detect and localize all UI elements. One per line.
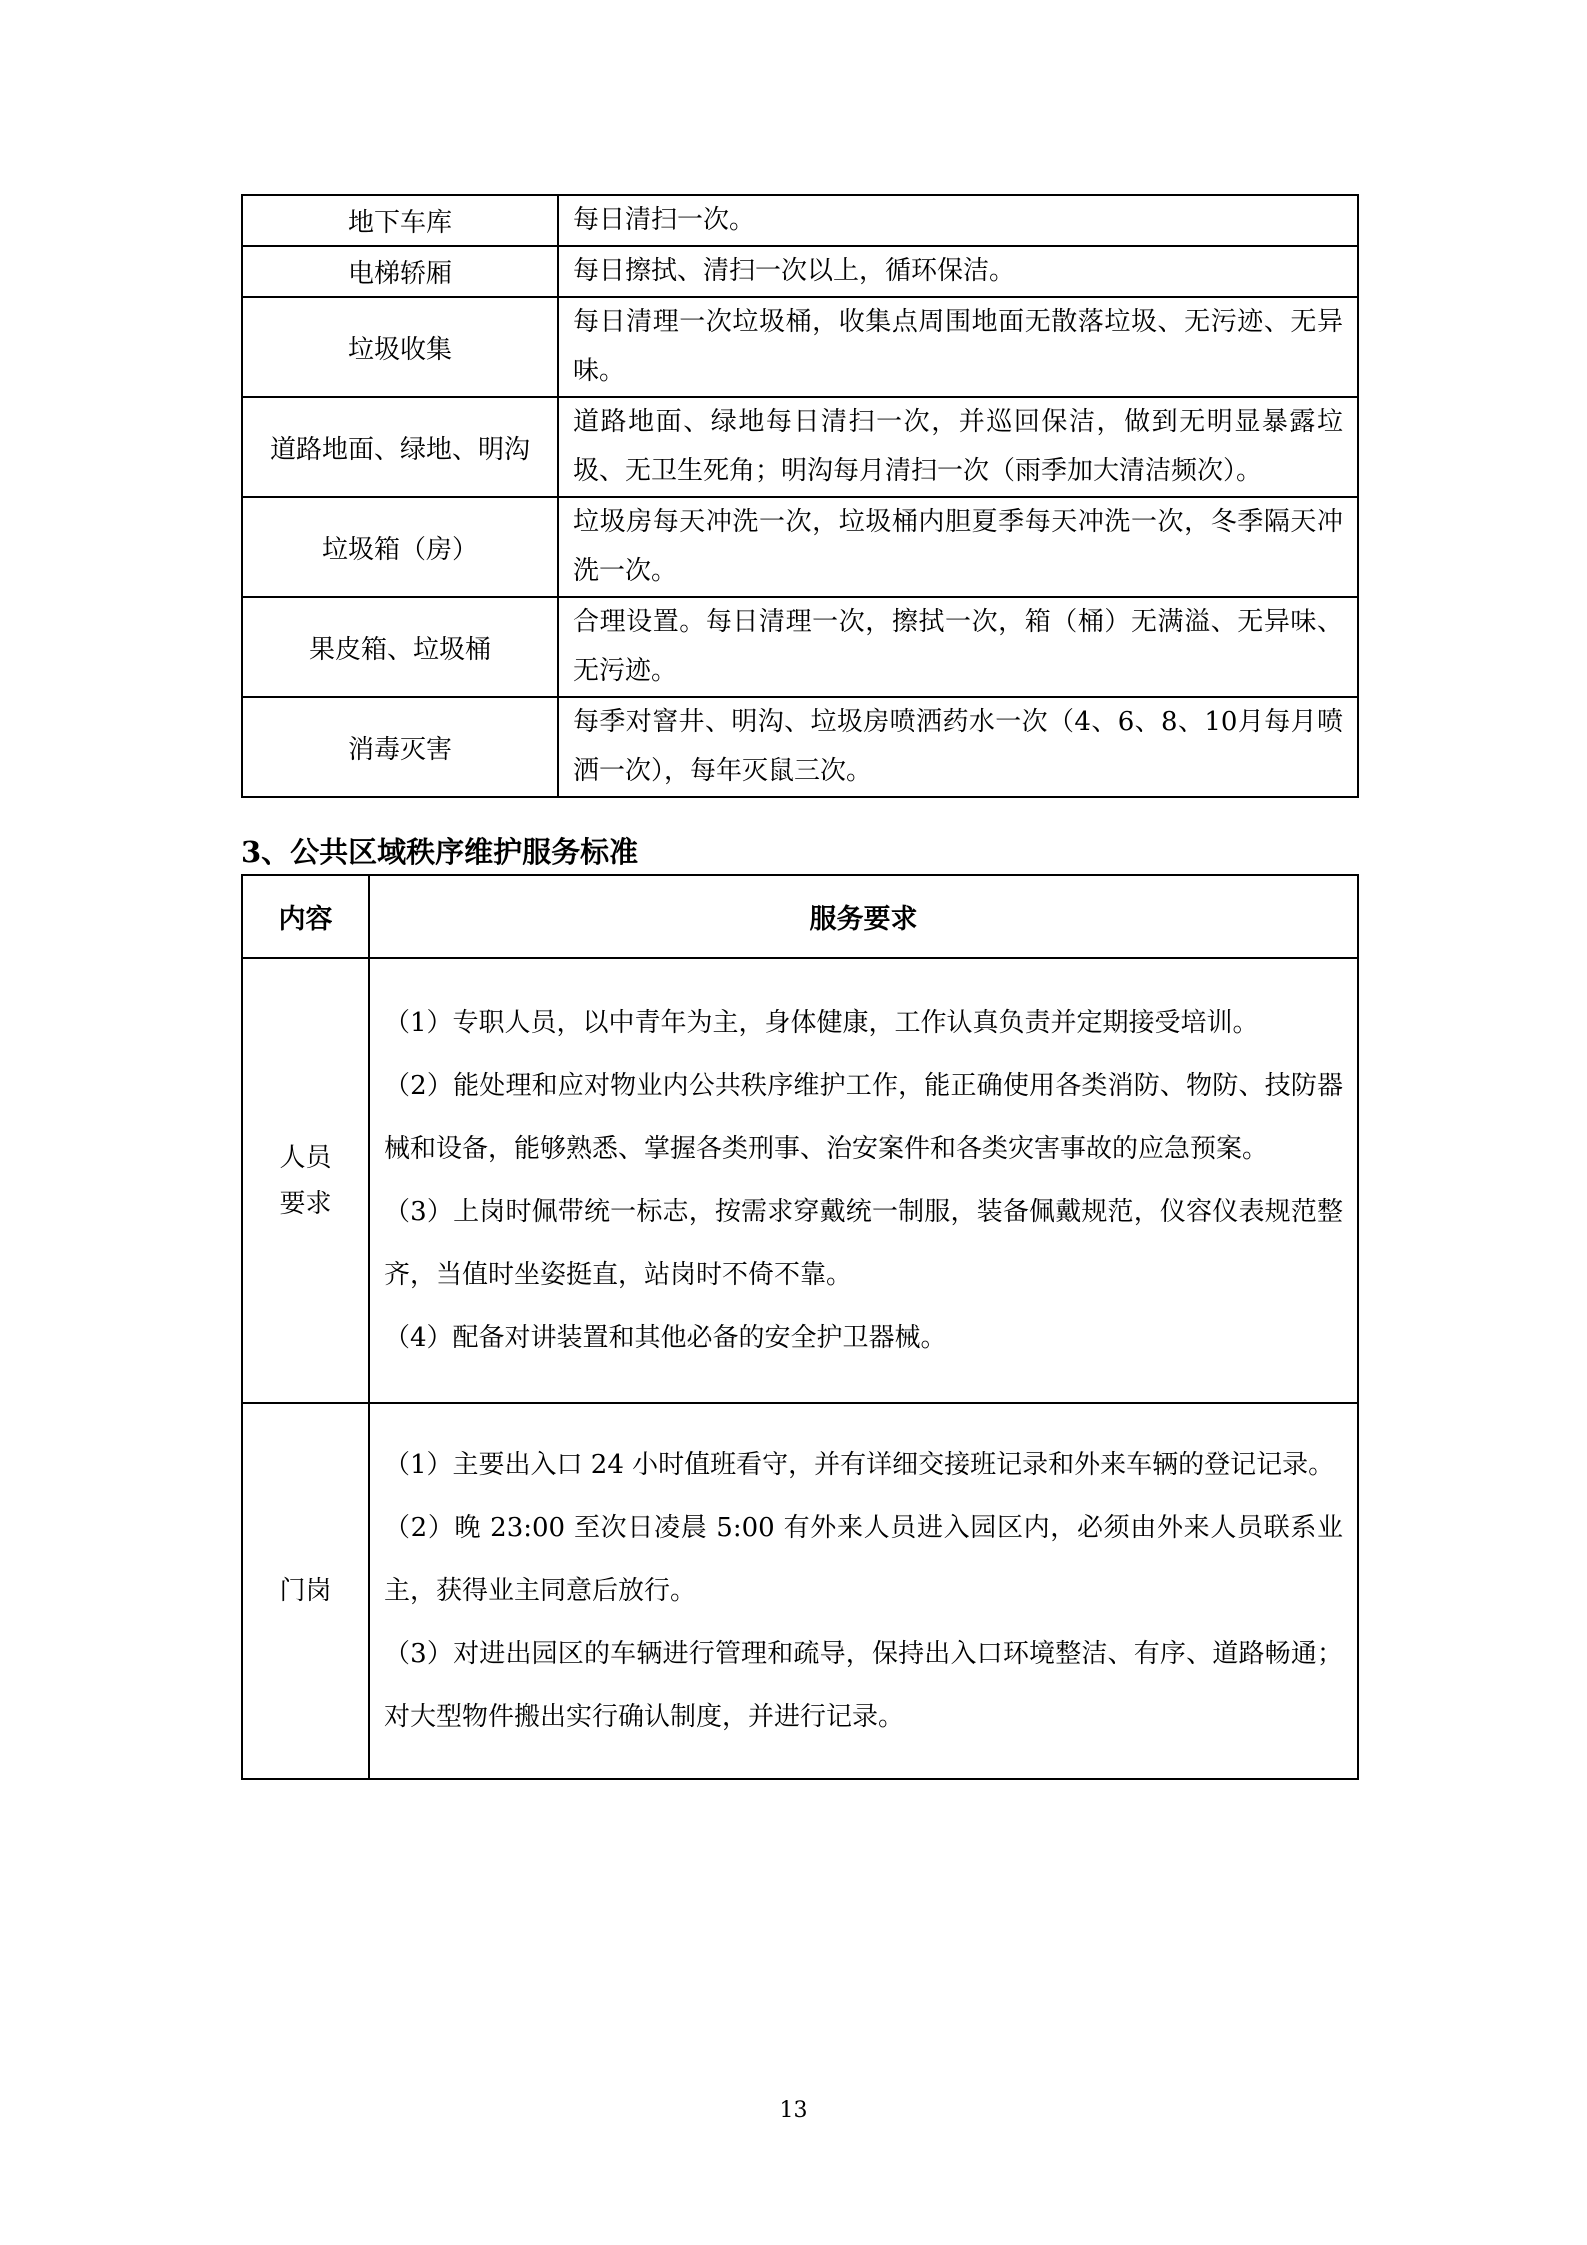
cleaning-standard: 合理设置。每日清理一次，擦拭一次，箱（桶）无满溢、无异味、无污迹。 (558, 597, 1358, 697)
cleaning-item: 道路地面、绿地、明沟 (242, 397, 558, 497)
row-label-line: 要求 (279, 1188, 332, 1219)
row-label-gate (242, 1403, 369, 1779)
requirements-cell (369, 1403, 1358, 1779)
cleaning-standard: 每日擦拭、清扫一次以上，循环保洁。 (558, 246, 1358, 297)
cleaning-standard: 每季对窨井、明沟、垃圾房喷洒药水一次（4、6、8、10月每月喷洒一次），每年灭鼠三次。 (558, 697, 1358, 797)
cleaning-item: 垃圾收集 (242, 297, 558, 397)
page-number: 13 (779, 2098, 808, 2123)
requirement-item: （2）晚 23:00 至次日凌晨 5:00 有外来人员进入园区内，必须由外来人员联系业主，获得业主同意后放行。 (384, 1512, 1343, 1606)
table-row (242, 195, 1358, 246)
cleaning-standard: 道路地面、绿地每日清扫一次，并巡回保洁，做到无明显暴露垃圾、无卫生死角；明沟每月清扫一次（雨季加大清洁频次）。 (558, 397, 1358, 497)
table-row (242, 697, 1358, 797)
cleaning-item: 果皮箱、垃圾桶 (242, 597, 558, 697)
table-row (242, 246, 1358, 297)
cleaning-standard: 垃圾房每天冲洗一次，垃圾桶内胆夏季每天冲洗一次，冬季隔天冲洗一次。 (558, 497, 1358, 597)
cleaning-item: 地下车库 (242, 195, 558, 246)
cleaning-standards-table (241, 194, 1359, 798)
header-content: 内容 (242, 875, 369, 958)
section-heading: 3、公共区域秩序维护服务标准 (241, 835, 639, 869)
cleaning-item: 电梯轿厢 (242, 246, 558, 297)
table-row (242, 497, 1358, 597)
requirement-item: （1）专职人员，以中青年为主，身体健康，工作认真负责并定期接受培训。 (384, 1007, 1259, 1038)
cleaning-item: 消毒灭害 (242, 697, 558, 797)
order-maintenance-table (241, 874, 1359, 1780)
table-row (242, 597, 1358, 697)
requirement-item: （3）对进出园区的车辆进行管理和疏导，保持出入口环境整洁、有序、道路畅通；对大型物件搬出实行确认制度，并进行记录。 (384, 1638, 1343, 1732)
row-label-line: 人员 (279, 1142, 332, 1173)
requirements-cell (369, 958, 1358, 1403)
table-row (242, 297, 1358, 397)
requirement-item: （2）能处理和应对物业内公共秩序维护工作，能正确使用各类消防、物防、技防器械和设备，能够熟悉、掌握各类刑事、治安案件和各类灾害事故的应急预案。 (384, 1070, 1343, 1164)
row-label-personnel (242, 958, 369, 1403)
cleaning-item: 垃圾箱（房） (242, 497, 558, 597)
cleaning-standard: 每日清理一次垃圾桶，收集点周围地面无散落垃圾、无污迹、无异味。 (558, 297, 1358, 397)
table-row (242, 958, 1358, 1403)
requirement-item: （1）主要出入口 24 小时值班看守，并有详细交接班记录和外来车辆的登记记录。 (384, 1449, 1335, 1480)
header-requirements: 服务要求 (369, 875, 1358, 958)
table-header-row (242, 875, 1358, 958)
cleaning-standard: 每日清扫一次。 (558, 195, 1358, 246)
table-row (242, 397, 1358, 497)
requirement-item: （4）配备对讲装置和其他必备的安全护卫器械。 (384, 1322, 947, 1353)
row-label-line: 门岗 (279, 1576, 332, 1606)
table-row (242, 1403, 1358, 1779)
requirement-item: （3）上岗时佩带统一标志，按需求穿戴统一制服，装备佩戴规范，仪容仪表规范整齐，当值时坐姿挺直，站岗时不倚不靠。 (384, 1196, 1343, 1290)
